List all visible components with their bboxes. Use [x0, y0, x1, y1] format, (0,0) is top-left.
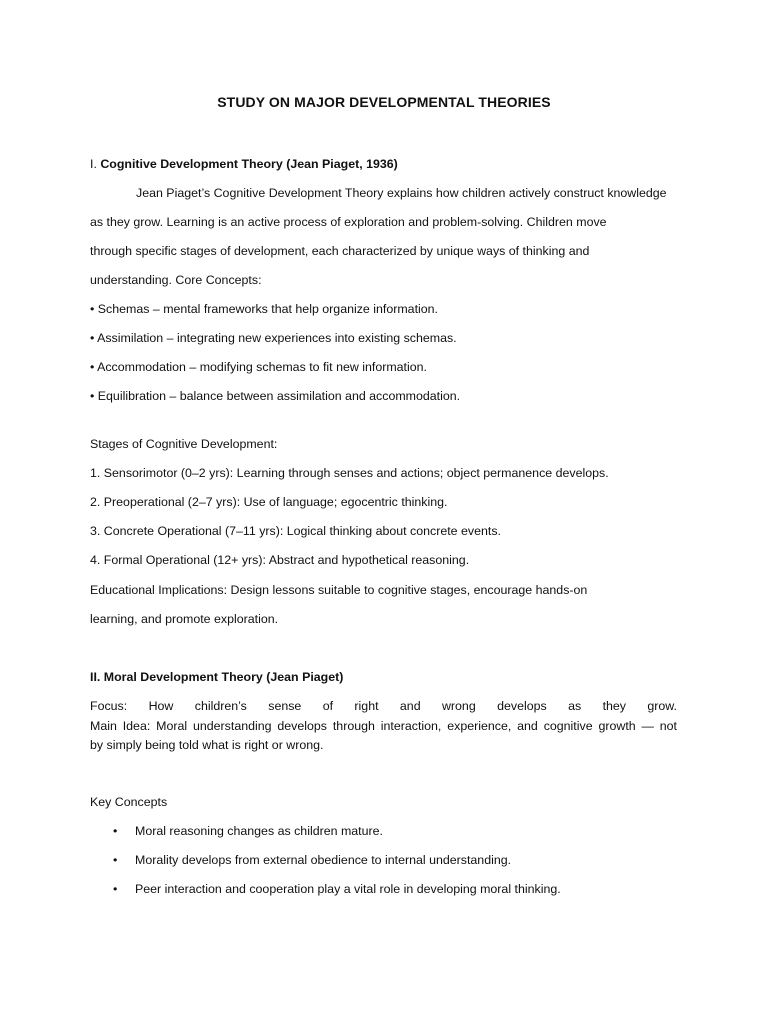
core-concept-item: • Assimilation – integrating new experiences into existing schemas.	[90, 331, 457, 345]
stages-heading: Stages of Cognitive Development:	[90, 437, 278, 451]
key-concept-text: Peer interaction and cooperation play a vital role in developing moral thinking.	[135, 882, 561, 896]
stage-item: 1. Sensorimotor (0–2 yrs): Learning through senses and actions; object permanence develops.	[90, 466, 609, 480]
section1-para-line: understanding. Core Concepts:	[90, 273, 262, 287]
implications-line: learning, and promote exploration.	[90, 612, 279, 626]
key-concept-text: Moral reasoning changes as children mature.	[135, 824, 383, 838]
section1-heading-text: Cognitive Development Theory (Jean Piaget, 1936)	[100, 157, 398, 171]
section1-para-line: through specific stages of development, each characterized by unique ways of thinking and	[90, 244, 590, 258]
core-concept-item: • Accommodation – modifying schemas to fit new information.	[90, 360, 427, 374]
stage-item: 2. Preoperational (2–7 yrs): Use of language; egocentric thinking.	[90, 495, 448, 509]
section1-para-line: as they grow. Learning is an active process of exploration and problem-solving. Children move	[90, 215, 607, 229]
bullet-icon: •	[113, 882, 118, 896]
section1-heading	[90, 157, 398, 171]
section1-heading-prefix: I.	[90, 157, 101, 171]
section2-paragraph	[90, 697, 677, 756]
focus-line: Focus: How children’s sense of right and wrong develops as they grow.	[90, 699, 677, 713]
main-idea-line: Main Idea: Moral understanding develops through interaction, experience, and cognitive growth — not	[90, 718, 677, 733]
key-concept-text: Morality develops from external obedience to internal understanding.	[135, 853, 512, 867]
document-title: STUDY ON MAJOR DEVELOPMENTAL THEORIES	[217, 94, 551, 110]
key-concepts-heading: Key Concepts	[90, 795, 168, 809]
core-concept-item: • Equilibration – balance between assimilation and accommodation.	[90, 389, 461, 403]
main-idea-line: by simply being told what is right or wrong.	[90, 738, 324, 752]
stage-item: 4. Formal Operational (12+ yrs): Abstract and hypothetical reasoning.	[90, 553, 470, 567]
bullet-icon: •	[113, 824, 118, 838]
stage-item: 3. Concrete Operational (7–11 yrs): Logical thinking about concrete events.	[90, 524, 501, 538]
key-concept-item	[113, 853, 511, 867]
section2-heading: II. Moral Development Theory (Jean Piaget)	[90, 670, 344, 684]
bullet-icon: •	[113, 853, 118, 867]
key-concept-item	[113, 882, 561, 896]
section1-para-line: Jean Piaget’s Cognitive Development Theory explains how children actively construct knowledge	[136, 186, 667, 200]
implications-line: Educational Implications: Design lessons suitable to cognitive stages, encourage hands-on	[90, 583, 588, 597]
core-concept-item: • Schemas – mental frameworks that help organize information.	[90, 302, 438, 316]
key-concept-item	[113, 824, 383, 838]
